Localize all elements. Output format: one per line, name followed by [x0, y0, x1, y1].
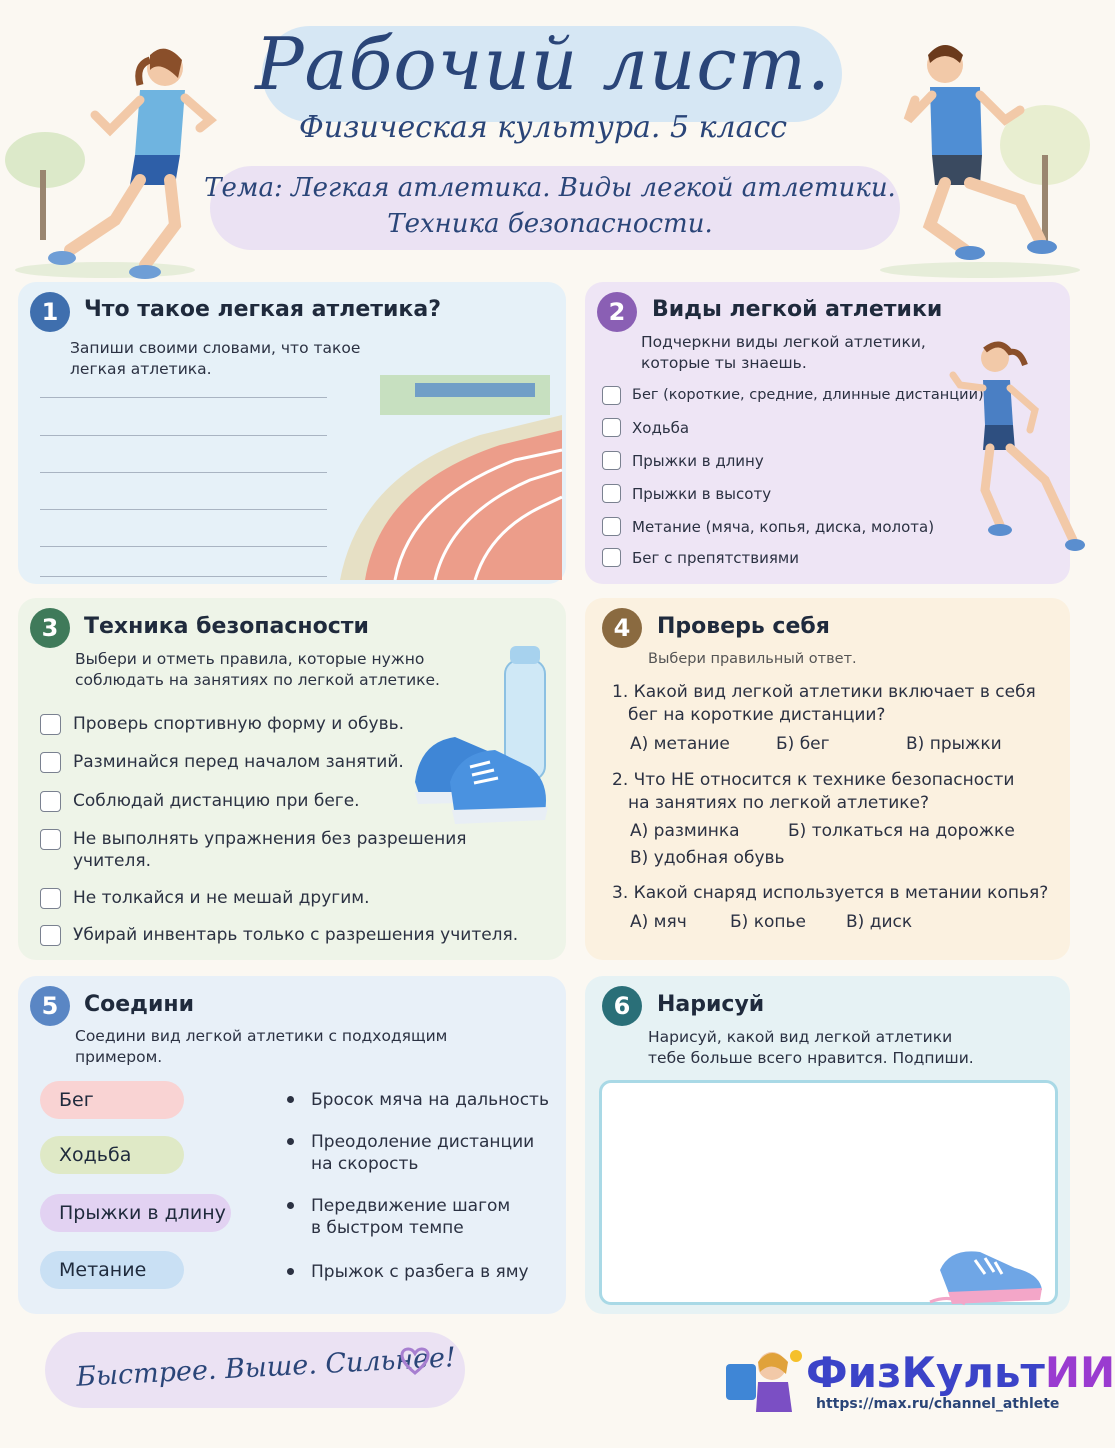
heart-icon — [400, 1347, 430, 1375]
match-dot-2[interactable] — [287, 1138, 294, 1145]
match-right-2 — [311, 1131, 534, 1175]
q2-option-a[interactable]: А) разминка — [630, 821, 740, 841]
checkbox-rule-3[interactable] — [40, 791, 61, 812]
section-5-instruction-line-1: Соедини вид легкой атлетики с подходящим — [75, 1027, 448, 1045]
section-1-instruction — [70, 338, 360, 380]
checkbox-rule-5[interactable] — [40, 888, 61, 909]
section-1-instruction-line-1: Запиши своими словами, что такое — [70, 339, 361, 357]
section-3-instruction-line-1: Выбери и отметь правила, которые нужно — [75, 650, 425, 668]
checkbox-rule-6[interactable] — [40, 925, 61, 946]
section-5-title: Соедини — [84, 992, 194, 1017]
brand-name-part-1: ФизКульт — [806, 1348, 1045, 1397]
match-right-2-line-1: Преодоление дистанции — [311, 1132, 535, 1152]
q3-option-a[interactable]: А) мяч — [630, 912, 687, 932]
section-number-2: 2 — [597, 292, 637, 332]
checkbox-kind-6[interactable] — [602, 548, 621, 567]
checkbox-kind-4[interactable] — [602, 484, 621, 503]
match-right-2-line-2: на скорость — [311, 1154, 419, 1174]
match-dot-3[interactable] — [287, 1202, 294, 1209]
match-right-4-line-1: Прыжок с разбега в яму — [311, 1262, 529, 1282]
section-3-title: Техника безопасности — [84, 614, 369, 639]
section-4-title: Проверь себя — [657, 614, 830, 639]
page-subtitle: Физическая культура. 5 класс — [298, 110, 788, 145]
q3-option-c[interactable]: В) диск — [846, 912, 913, 932]
topic-line-2: Техника безопасности. — [387, 209, 713, 239]
section-3-instruction — [75, 649, 440, 691]
rule-label-2: Разминайся перед началом занятий. — [73, 752, 404, 772]
kind-label-4: Прыжки в высоту — [632, 485, 772, 503]
kind-label-2: Ходьба — [632, 419, 690, 437]
q3-option-b[interactable]: Б) копье — [730, 912, 806, 932]
section-number-4: 4 — [602, 608, 642, 648]
kind-label-3: Прыжки в длину — [632, 452, 764, 470]
runner-woman-illustration — [945, 340, 1085, 562]
rule-label-3: Соблюдай дистанцию при беге. — [73, 791, 360, 811]
question-1-line-1: 1. Какой вид легкой атлетики включает в себя — [612, 682, 1036, 702]
checkbox-rule-4[interactable] — [40, 829, 61, 850]
section-6-instruction-line-1: Нарисуй, какой вид легкой атлетики — [648, 1028, 953, 1046]
section-6-instruction-line-2: тебе больше всего нравится. Подпиши. — [648, 1049, 974, 1067]
answer-line-6[interactable] — [40, 576, 327, 577]
runner-boy-illustration — [870, 25, 1086, 280]
section-1-title: Что такое легкая атлетика? — [84, 297, 441, 322]
section-6-title: Нарисуй — [657, 992, 765, 1017]
match-dot-1[interactable] — [287, 1096, 294, 1103]
section-5-instruction — [75, 1026, 447, 1068]
topic-line-1: Тема: Легкая атлетика. Виды легкой атлетики. — [204, 173, 896, 203]
question-1 — [612, 681, 1036, 727]
checkbox-kind-2[interactable] — [602, 418, 621, 437]
kind-label-1: Бег (короткие, средние, длинные дистанции) — [632, 387, 984, 403]
match-right-1 — [311, 1089, 549, 1111]
section-2-title: Виды легкой атлетики — [652, 297, 943, 322]
match-right-3 — [311, 1195, 510, 1239]
question-3: 3. Какой снаряд используется в метании копья? — [612, 883, 1049, 903]
answer-line-2[interactable] — [40, 435, 327, 436]
section-2-instruction-line-1: Подчеркни виды легкой атлетики, — [641, 333, 926, 351]
match-right-3-line-2: в быстром темпе — [311, 1218, 464, 1238]
checkbox-kind-3[interactable] — [602, 451, 621, 470]
rule-label-4-line-1: Не выполнять упражнения без разрешения — [73, 829, 467, 849]
q2-option-b[interactable]: Б) толкаться на дорожке — [788, 821, 1015, 841]
checkbox-kind-1[interactable] — [602, 386, 621, 405]
topic — [200, 170, 900, 242]
section-4-instruction: Выбери правильный ответ. — [648, 651, 857, 667]
brand-mascot-icon — [722, 1344, 804, 1414]
checkbox-rule-1[interactable] — [40, 714, 61, 735]
match-left-3[interactable]: Прыжки в длину — [40, 1194, 231, 1232]
kind-label-6: Бег с препятствиями — [632, 549, 799, 567]
question-1-line-2: бег на короткие дистанции? — [628, 705, 886, 725]
section-6-instruction — [648, 1027, 974, 1069]
match-left-4[interactable]: Метание — [40, 1251, 184, 1289]
q1-option-c[interactable]: В) прыжки — [906, 734, 1002, 754]
q2-option-c[interactable]: В) удобная обувь — [630, 848, 785, 868]
answer-line-3[interactable] — [40, 472, 327, 473]
section-number-3: 3 — [30, 608, 70, 648]
match-dot-4[interactable] — [287, 1268, 294, 1275]
match-left-2[interactable]: Ходьба — [40, 1136, 184, 1174]
rule-label-1: Проверь спортивную форму и обувь. — [73, 714, 405, 734]
q1-option-a[interactable]: А) метание — [630, 734, 730, 754]
question-2 — [612, 769, 1014, 815]
q1-option-b[interactable]: Б) бег — [776, 734, 830, 754]
runner-girl-illustration — [0, 20, 225, 280]
brand-name-part-2: ИИ — [1044, 1348, 1115, 1397]
match-right-3-line-1: Передвижение шагом — [311, 1196, 511, 1216]
page-title: Рабочий лист. — [255, 22, 831, 106]
kind-label-5: Метание (мяча, копья, диска, молота) — [632, 518, 935, 536]
brand-url[interactable]: https://max.ru/channel_athlete — [816, 1396, 1060, 1412]
answer-line-1[interactable] — [40, 397, 327, 398]
sneaker-icon — [930, 1240, 1050, 1308]
match-right-1-line-1: Бросок мяча на дальность — [311, 1090, 549, 1110]
answer-line-5[interactable] — [40, 546, 327, 547]
section-5-instruction-line-2: примером. — [75, 1048, 163, 1066]
checkbox-rule-2[interactable] — [40, 752, 61, 773]
brand-name — [806, 1348, 1115, 1397]
section-number-5: 5 — [30, 986, 70, 1026]
sneakers-and-bottle-illustration — [410, 642, 560, 827]
match-right-4 — [311, 1261, 529, 1283]
section-2-instruction — [641, 332, 926, 374]
stadium-track-illustration — [340, 355, 562, 580]
section-3-instruction-line-2: соблюдать на занятиях по легкой атлетике. — [75, 671, 440, 689]
section-1-instruction-line-2: легкая атлетика. — [70, 360, 212, 378]
checkbox-kind-5[interactable] — [602, 517, 621, 536]
answer-line-4[interactable] — [40, 509, 327, 510]
rule-label-4 — [73, 828, 467, 872]
motto: Быстрее. Выше. Сильнее! — [75, 1342, 457, 1393]
rule-label-5: Не толкайся и не мешай другим. — [73, 888, 370, 908]
question-2-line-1: 2. Что НЕ относится к технике безопасности — [612, 770, 1015, 790]
section-2-instruction-line-2: которые ты знаешь. — [641, 354, 807, 372]
rule-label-6: Убирай инвентарь только с разрешения учителя. — [73, 925, 519, 945]
question-2-line-2: на занятиях по легкой атлетике? — [628, 793, 930, 813]
rule-label-4-line-2: учителя. — [73, 851, 152, 871]
section-number-1: 1 — [30, 292, 70, 332]
match-left-1[interactable]: Бег — [40, 1081, 184, 1119]
section-number-6: 6 — [602, 986, 642, 1026]
